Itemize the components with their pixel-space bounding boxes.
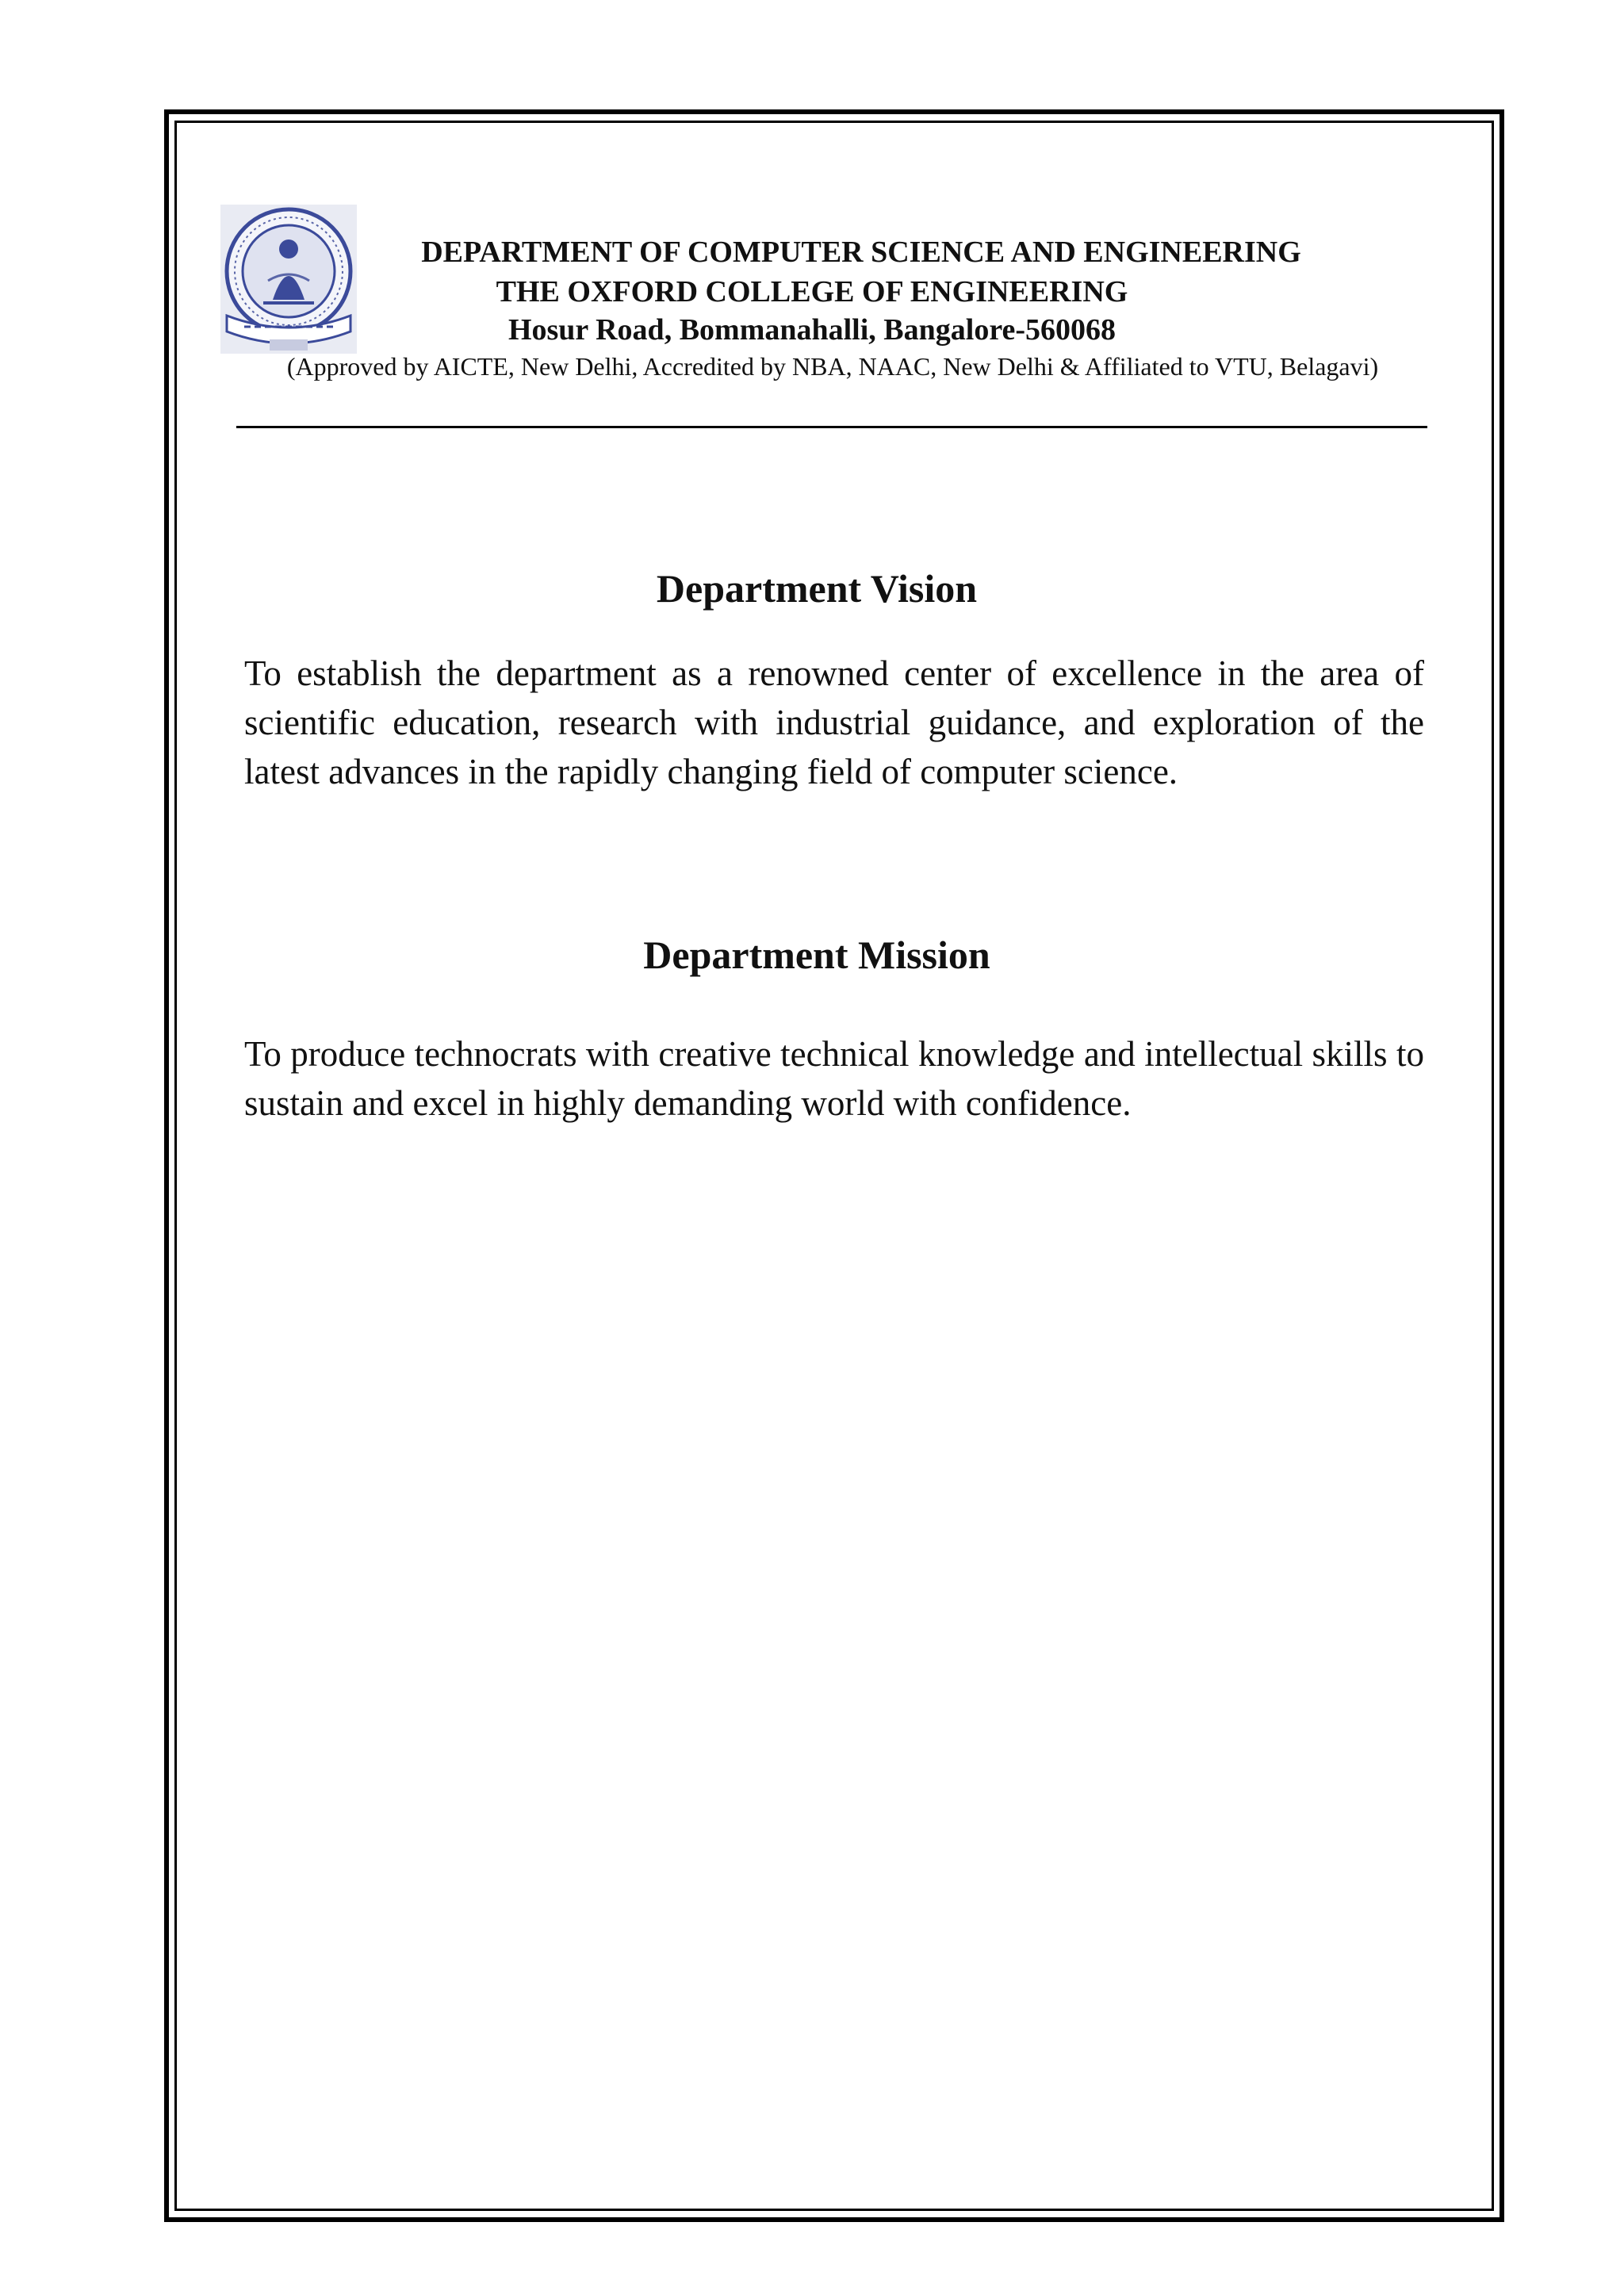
accreditation-note: (Approved by AICTE, New Delhi, Accredited by NBA, NAAC, New Delhi & Affiliated to VTU, Belagavi) (286, 352, 1379, 381)
page-inner-border (174, 121, 1494, 2211)
department-name: DEPARTMENT OF COMPUTER SCIENCE AND ENGINEERING (421, 236, 1301, 269)
vision-statement: To establish the department as a renowned center of excellence in the area of scientific education, research with industrial guidance, and exploration of the latest advances in the rapidly changing field of computer science. (244, 653, 1424, 791)
college-name: THE OXFORD COLLEGE OF ENGINEERING (496, 275, 1128, 308)
vision-heading: Department Vision (656, 566, 978, 611)
college-address: Hosur Road, Bommanahalli, Bangalore-560068 (508, 313, 1116, 347)
header-divider (236, 426, 1427, 428)
mission-heading: Department Mission (643, 933, 990, 977)
mission-statement: To produce technocrats with creative technical knowledge and intellectual skills to sustain and excel in highly demanding world with confidence. (244, 1034, 1424, 1123)
